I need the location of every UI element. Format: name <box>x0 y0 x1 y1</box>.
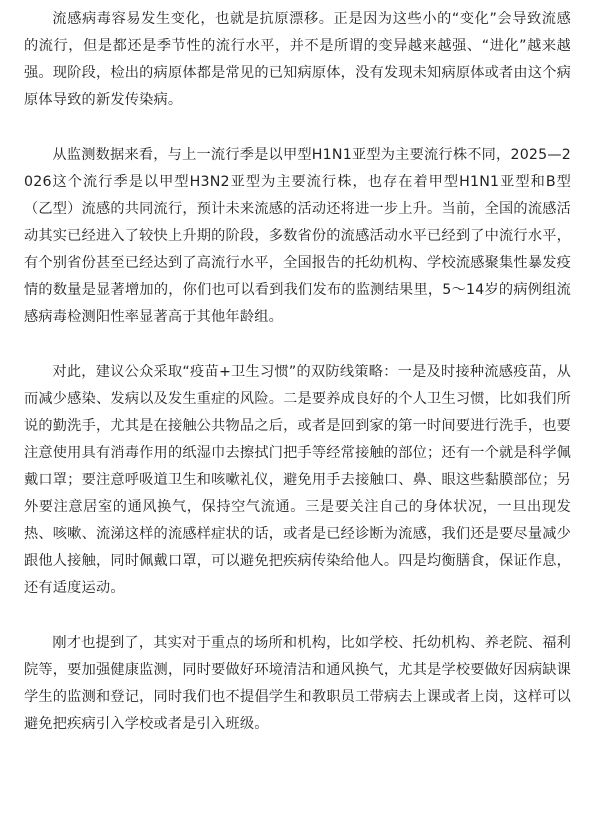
article-body <box>24 0 571 738</box>
paragraph-spacer <box>24 114 571 142</box>
paragraph-antigenic-drift: 流感病毒容易发生变化，也就是抗原漂移。正是因为这些小的“变化”会导致流感的流行，但是都还是季节性的流行水平，并不是所谓的变异越来越强、“进化”越来越强。现阶段，检出的病原体都是常见的已知病原体，没有发现未知病原体或者由这个病原体导致的新发传染病。 <box>24 11 571 108</box>
paragraph-spacer <box>24 331 571 359</box>
paragraph-key-institutions: 刚才也提到了，其实对于重点的场所和机构，比如学校、托幼机构、养老院、福利院等，要加强健康监测，同时要做好环境清洁和通风换气，尤其是学校要做好因病缺课学生的监测和登记，同时我们也不提倡学生和教职员工带病去上课或者上岗，这样可以避免把疾病引入学校或者是引入班级。 <box>24 635 571 732</box>
paragraph-spacer <box>24 602 571 630</box>
paragraph-prevention-advice: 对此，建议公众采取“疫苗+卫生习惯”的双防线策略：一是及时接种流感疫苗，从而减少感染、发病以及发生重症的风险。二是要养成良好的个人卫生习惯，比如我们所说的勤洗手，尤其是在接触公共物品之后，或者是回到家的第一时间要进行洗手，也要注意使用具有消毒作用的纸湿巾去擦拭门把手等经常接触的部位；还有一个就是科学佩戴口罩；要注意呼吸道卫生和咳嗽礼仪，避免用手去接触口、鼻、眼这些黏膜部位；另外要注意居室的通风换气，保持空气流通。三是要关注自己的身体状况，一旦出现发热、咳嗽、流涕这样的流感样症状的话，或者是已经诊断为流感，我们还是要尽量减少跟他人接触，同时佩戴口罩，可以避免把疾病传染给他人。四是均衡膳食，保证作息，还有适度运动。 <box>24 364 571 596</box>
paragraph-surveillance-data: 从监测数据来看，与上一流行季是以甲型H1N1亚型为主要流行株不同，2025—2026这个流行季是以甲型H3N2亚型为主要流行株，也存在着甲型H1N1亚型和B型（乙型）流感的共同流行，预计未来流感的活动还将进一步上升。当前，全国的流感活动其实已经进入了较快上升期的阶段，多数省份的流感活动水平已经到了中流行水平，有个别省份甚至已经达到了高流行水平，全国报告的托幼机构、学校流感聚集性暴发疫情的数量是显著增加的，你们也可以看到我们发布的监测结果里，5～14岁的病例组流感病毒检测阳性率显著高于其他年龄组。 <box>24 147 571 325</box>
